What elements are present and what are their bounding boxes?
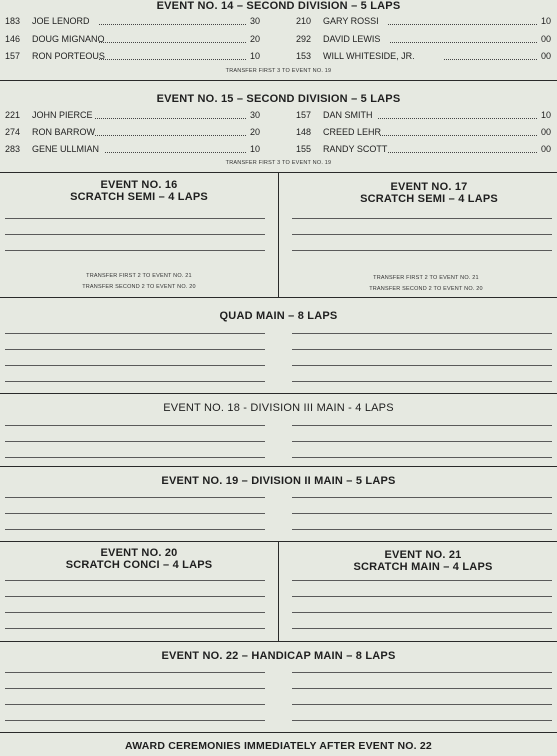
entry-name: DAVID LEWIS xyxy=(323,34,381,44)
dot-leader xyxy=(378,118,537,119)
entry-row xyxy=(5,126,260,138)
result-line xyxy=(292,529,552,530)
event-17-title-line2: SCRATCH SEMI – 4 LAPS xyxy=(360,193,498,205)
entry-name: WILL WHITESIDE, JR. xyxy=(323,51,415,61)
entry-row xyxy=(296,33,551,45)
entry-row xyxy=(296,126,551,138)
entry-number: 148 xyxy=(296,127,312,137)
entry-points: 10 xyxy=(540,110,551,120)
result-line xyxy=(292,513,552,514)
entry-points: 10 xyxy=(249,144,260,154)
entry-points: 00 xyxy=(540,127,551,137)
result-line xyxy=(5,218,265,219)
transfer-note: TRANSFER FIRST 3 TO EVENT NO. 19 xyxy=(225,68,332,74)
event-14-title: EVENT NO. 14 – SECOND DIVISION – 5 LAPS xyxy=(156,0,401,12)
entry-row xyxy=(5,143,260,155)
dot-leader xyxy=(99,42,246,43)
entry-row xyxy=(5,15,260,27)
result-line xyxy=(292,250,552,251)
result-line xyxy=(5,250,265,251)
column-divider xyxy=(278,541,279,641)
transfer-note: TRANSFER SECOND 2 TO EVENT NO. 20 xyxy=(82,284,196,290)
result-line xyxy=(292,365,552,366)
entry-row xyxy=(296,109,551,121)
entry-number: 146 xyxy=(5,34,21,44)
entry-row xyxy=(296,143,551,155)
entry-points: 30 xyxy=(249,16,260,26)
section-divider xyxy=(0,297,557,298)
section-divider xyxy=(0,641,557,642)
result-line xyxy=(292,628,552,629)
result-line xyxy=(5,425,265,426)
event-18-title: EVENT NO. 18 - DIVISION III MAIN - 4 LAPS xyxy=(163,402,394,414)
dot-leader xyxy=(105,152,246,153)
result-line xyxy=(5,672,265,673)
result-line xyxy=(292,381,552,382)
result-line xyxy=(5,529,265,530)
result-line xyxy=(5,333,265,334)
result-line xyxy=(5,497,265,498)
transfer-note: TRANSFER FIRST 3 TO EVENT NO. 19 xyxy=(225,160,332,166)
entry-name: RANDY SCOTT xyxy=(323,144,388,154)
result-line xyxy=(5,596,265,597)
event-16-title-line1: EVENT NO. 16 xyxy=(100,179,178,191)
entry-number: 153 xyxy=(296,51,312,61)
dot-leader xyxy=(380,135,537,136)
dot-leader xyxy=(388,24,537,25)
result-line xyxy=(5,580,265,581)
transfer-note: TRANSFER FIRST 2 TO EVENT NO. 21 xyxy=(86,273,192,279)
event-15-title: EVENT NO. 15 – SECOND DIVISION – 5 LAPS xyxy=(156,93,401,105)
event-16-title-line2: SCRATCH SEMI – 4 LAPS xyxy=(70,191,208,203)
section-divider xyxy=(0,80,557,81)
result-line xyxy=(292,720,552,721)
dot-leader xyxy=(95,118,246,119)
dot-leader xyxy=(444,59,537,60)
result-line xyxy=(292,218,552,219)
entry-number: 283 xyxy=(5,144,21,154)
result-line xyxy=(5,349,265,350)
entry-number: 183 xyxy=(5,16,21,26)
entry-name: GARY ROSSI xyxy=(323,16,379,26)
dot-leader xyxy=(388,152,537,153)
result-line xyxy=(292,704,552,705)
result-line xyxy=(5,381,265,382)
entry-number: 157 xyxy=(5,51,21,61)
result-line xyxy=(292,441,552,442)
event-20-title-line2: SCRATCH CONCI – 4 LAPS xyxy=(65,559,213,571)
entry-points: 00 xyxy=(540,51,551,61)
result-line xyxy=(292,688,552,689)
entry-row xyxy=(5,33,260,45)
transfer-note: TRANSFER SECOND 2 TO EVENT NO. 20 xyxy=(369,286,483,292)
result-line xyxy=(5,612,265,613)
dot-leader xyxy=(99,59,246,60)
event-20-title xyxy=(0,547,278,571)
entry-number: 221 xyxy=(5,110,21,120)
result-line xyxy=(292,234,552,235)
result-line xyxy=(5,688,265,689)
result-line xyxy=(5,513,265,514)
entry-name: JOE LENORD xyxy=(32,16,90,26)
entry-row xyxy=(5,50,260,62)
event-21-title-line2: SCRATCH MAIN – 4 LAPS xyxy=(353,561,493,573)
event-22-title: EVENT NO. 22 – HANDICAP MAIN – 8 LAPS xyxy=(161,650,396,662)
dot-leader xyxy=(95,135,246,136)
result-line xyxy=(5,720,265,721)
section-divider xyxy=(0,393,557,394)
entry-row xyxy=(5,109,260,121)
entry-number: 155 xyxy=(296,144,312,154)
entry-number: 157 xyxy=(296,110,312,120)
result-line xyxy=(292,425,552,426)
section-divider xyxy=(0,466,557,467)
dot-leader xyxy=(99,24,246,25)
result-line xyxy=(292,580,552,581)
result-line xyxy=(292,596,552,597)
entry-points: 10 xyxy=(540,16,551,26)
result-line xyxy=(292,497,552,498)
event-17-title-line1: EVENT NO. 17 xyxy=(390,181,468,193)
event-19-title: EVENT NO. 19 – DIVISION II MAIN – 5 LAPS xyxy=(161,475,396,487)
result-line xyxy=(5,704,265,705)
event-21-title xyxy=(284,549,557,573)
result-line xyxy=(5,441,265,442)
entry-points: 00 xyxy=(540,144,551,154)
entry-row xyxy=(296,50,551,62)
event-20-title-line1: EVENT NO. 20 xyxy=(100,547,178,559)
entry-name: RON BARROW xyxy=(32,127,95,137)
result-line xyxy=(5,628,265,629)
result-line xyxy=(292,612,552,613)
entry-points: 20 xyxy=(249,34,260,44)
column-divider xyxy=(278,172,279,297)
entry-number: 292 xyxy=(296,34,312,44)
event-16-title xyxy=(0,179,278,203)
entry-number: 274 xyxy=(5,127,21,137)
result-line xyxy=(5,365,265,366)
entry-name: CREED LEHR xyxy=(323,127,382,137)
quad-main-title: QUAD MAIN – 8 LAPS xyxy=(219,310,338,322)
entry-name: DAN SMITH xyxy=(323,110,373,120)
entry-name: RON PORTEOUS xyxy=(32,51,105,61)
entry-name: DOUG MIGNANO xyxy=(32,34,105,44)
result-line xyxy=(5,457,265,458)
entry-points: 10 xyxy=(249,51,260,61)
result-line xyxy=(292,349,552,350)
result-line xyxy=(292,333,552,334)
entry-name: GENE ULLMIAN xyxy=(32,144,100,154)
entry-points: 00 xyxy=(540,34,551,44)
entry-number: 210 xyxy=(296,16,312,26)
result-line xyxy=(5,234,265,235)
event-17-title xyxy=(290,181,557,205)
entry-name: JOHN PIERCE xyxy=(32,110,93,120)
result-line xyxy=(292,457,552,458)
award-ceremonies-note: AWARD CEREMONIES IMMEDIATELY AFTER EVENT NO. 22 xyxy=(125,740,432,752)
dot-leader xyxy=(390,42,537,43)
transfer-note: TRANSFER FIRST 2 TO EVENT NO. 21 xyxy=(373,275,479,281)
result-line xyxy=(292,672,552,673)
entry-row xyxy=(296,15,551,27)
entry-points: 20 xyxy=(249,127,260,137)
event-21-title-line1: EVENT NO. 21 xyxy=(384,549,462,561)
entry-points: 30 xyxy=(249,110,260,120)
section-divider xyxy=(0,732,557,733)
